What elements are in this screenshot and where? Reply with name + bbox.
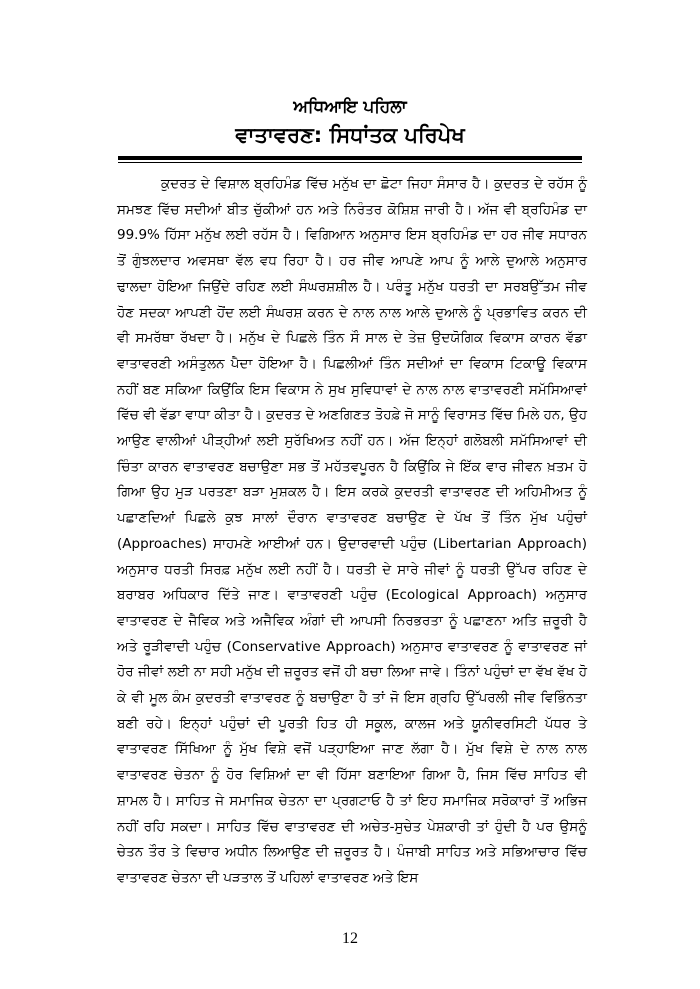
chapter-title: ਵਾਤਾਵਰਣ: ਸਿਧਾਂਤਕ ਪਰਿਪੇਖ — [235, 123, 465, 147]
page-number: 12 — [342, 930, 358, 947]
body-paragraph: ਕੁਦਰਤ ਦੇ ਵਿਸ਼ਾਲ ਬ੍ਰਹਿਮੰਡ ਵਿੱਚ ਮਨੁੱਖ ਦਾ ਛੋਟਾ ਜਿਹਾ ਸੰਸਾਰ ਹੈ। ਕੁਦਰਤ ਦੇ ਰਹੱਸ ਨੂੰ ਸਮਝਣ ਵਿੱਚ ਸਦੀਆਂ ਬੀਤ ਚੁੱਕੀਆਂ ਹਨ ਅਤੇ ਨਿਰੰਤਰ ਕੋਸ਼ਿਸ਼ ਜਾਰੀ ਹੈ। ਅੱਜ ਵੀ ਬ੍ਰਹਿਮੰਡ ਦਾ 99.9% ਹਿੱਸਾ ਮਨੁੱਖ ਲਈ ਰਹੱਸ ਹੈ। ਵਿਗਿਆਨ ਅਨੁਸਾਰ ਇਸ ਬ੍ਰਹਿਮੰਡ ਦਾ ਹਰ ਜੀਵ ਸਧਾਰਨ ਤੋਂ ਗੁੰਝਲਦਾਰ ਅਵਸਥਾ ਵੱਲ ਵਧ ਰਿਹਾ ਹੈ। ਹਰ ਜੀਵ ਆਪਣੇ ਆਪ ਨੂੰ ਆਲੇ ਦੁਆਲੇ ਅਨੁਸਾਰ ਢਾਲਦਾ ਹੋਇਆ ਜਿਉਂਦੇ ਰਹਿਣ ਲਈ ਸੰਘਰਸ਼ਸ਼ੀਲ ਹੈ। ਪਰੰਤੂ ਮਨੁੱਖ ਧਰਤੀ ਦਾ ਸਰਬਉੱਤਮ ਜੀਵ ਹੋਣ ਸਦਕਾ ਆਪਣੀ ਹੋਂਦ ਲਈ ਸੰਘਰਸ਼ ਕਰਨ ਦੇ ਨਾਲ ਨਾਲ ਆਲੇ ਦੁਆਲੇ ਨੂੰ ਪ੍ਰਭਾਵਿਤ ਕਰਨ ਦੀ ਵੀ ਸਮਰੱਥਾ ਰੱਖਦਾ ਹੈ। ਮਨੁੱਖ ਦੇ ਪਿਛਲੇ ਤਿੰਨ ਸੌ ਸਾਲ ਦੇ ਤੇਜ਼ ਉਦਯੋਗਿਕ ਵਿਕਾਸ ਕਾਰਨ ਵੱਡਾ ਵਾਤਾਵਰਣੀ ਅਸੰਤੁਲਨ ਪੈਦਾ ਹੋਇਆ ਹੈ। ਪਿਛਲੀਆਂ ਤਿੰਨ ਸਦੀਆਂ ਦਾ ਵਿਕਾਸ ਟਿਕਾਊ ਵਿਕਾਸ ਨਹੀਂ ਬਣ ਸਕਿਆ ਕਿਉਂਕਿ ਇਸ ਵਿਕਾਸ ਨੇ ਸੁਖ ਸੁਵਿਧਾਵਾਂ ਦੇ ਨਾਲ ਨਾਲ ਵਾਤਾਵਰਣੀ ਸਮੱਸਿਆਵਾਂ ਵਿੱਚ ਵੀ ਵੱਡਾ ਵਾਧਾ ਕੀਤਾ ਹੈ। ਕੁਦਰਤ ਦੇ ਅਣਗਿਣਤ ਤੋਹਫ਼ੇ ਜੋ ਸਾਨੂੰ ਵਿਰਾਸਤ ਵਿੱਚ ਮਿਲੇ ਹਨ, ਉਹ ਆਉਣ ਵਾਲੀਆਂ ਪੀੜ੍ਹੀਆਂ ਲਈ ਸੁਰੱਖਿਅਤ ਨਹੀਂ ਹਨ। ਅੱਜ ਇਨ੍ਹਾਂ ਗਲੋਬਲੀ ਸਮੱਸਿਆਵਾਂ ਦੀ ਚਿੰਤਾ ਕਾਰਨ ਵਾਤਾਵਰਣ ਬਚਾਉਣਾ ਸਭ ਤੋਂ ਮਹੱਤਵਪੂਰਨ ਹੈ ਕਿਉਂਕਿ ਜੇ ਇੱਕ ਵਾਰ ਜੀਵਨ ਖ਼ਤਮ ਹੋ ਗਿਆ ਉਹ ਮੁੜ ਪਰਤਣਾ ਬੜਾ ਮੁਸ਼ਕਲ ਹੈ। ਇਸ ਕਰਕੇ ਕੁਦਰਤੀ ਵਾਤਾਵਰਣ ਦੀ ਅਹਿਮੀਅਤ ਨੂੰ ਪਛਾਣਦਿਆਂ ਪਿਛਲੇ ਕੁਝ ਸਾਲਾਂ ਦੌਰਾਨ ਵਾਤਾਵਰਣ ਬਚਾਉਣ ਦੇ ਪੱਖ ਤੋਂ ਤਿੰਨ ਮੁੱਖ ਪਹੁੰਚਾਂ (Approaches) ਸਾਹਮਣੇ ਆਈਆਂ ਹਨ। ਉਦਾਰਵਾਦੀ ਪਹੁੰਚ (Libertarian Approach) ਅਨੁਸਾਰ ਧਰਤੀ ਸਿਰਫ਼ ਮਨੁੱਖ ਲਈ ਨਹੀਂ ਹੈ। ਧਰਤੀ ਦੇ ਸਾਰੇ ਜੀਵਾਂ ਨੂੰ ਧਰਤੀ ਉੱਪਰ ਰਹਿਣ ਦੇ ਬਰਾਬਰ ਅਧਿਕਾਰ ਦਿੱਤੇ ਜਾਣ। ਵਾਤਾਵਰਣੀ ਪਹੁੰਚ (Ecological Approach) ਅਨੁਸਾਰ ਵਾਤਾਵਰਣ ਦੇ ਜੈਵਿਕ ਅਤੇ ਅਜੈਵਿਕ ਅੰਗਾਂ ਦੀ ਆਪਸੀ ਨਿਰਭਰਤਾ ਨੂੰ ਪਛਾਣਨਾ ਅਤਿ ਜ਼ਰੂਰੀ ਹੈ ਅਤੇ ਰੂੜੀਵਾਦੀ ਪਹੁੰਚ (Conservative Approach) ਅਨੁਸਾਰ ਵਾਤਾਵਰਣ ਨੂੰ ਵਾਤਾਵਰਣ ਜਾਂ ਹੋਰ ਜੀਵਾਂ ਲਈ ਨਾ ਸਹੀ ਮਨੁੱਖ ਦੀ ਜ਼ਰੂਰਤ ਵਜੋਂ ਹੀ ਬਚਾ ਲਿਆ ਜਾਵੇ। ਤਿੰਨਾਂ ਪਹੁੰਚਾਂ ਦਾ ਵੱਖ ਵੱਖ ਹੋ ਕੇ ਵੀ ਮੂਲ ਕੰਮ ਕੁਦਰਤੀ ਵਾਤਾਵਰਣ ਨੂੰ ਬਚਾਉਣਾ ਹੈ ਤਾਂ ਜੋ ਇਸ ਗ੍ਰਹਿ ਉੱਪਰਲੀ ਜੀਵ ਵਿਭਿੰਨਤਾ ਬਣੀ ਰਹੇ। ਇਨ੍ਹਾਂ ਪਹੁੰਚਾਂ ਦੀ ਪੂਰਤੀ ਹਿਤ ਹੀ ਸਕੂਲ, ਕਾਲਜ ਅਤੇ ਯੂਨੀਵਰਸਿਟੀ ਪੱਧਰ ਤੇ ਵਾਤਾਵਰਣ ਸਿੱਖਿਆ ਨੂੰ ਮੁੱਖ ਵਿਸ਼ੇ ਵਜੋਂ ਪੜ੍ਹਾਇਆ ਜਾਣ ਲੱਗਾ ਹੈ। ਮੁੱਖ ਵਿਸ਼ੇ ਦੇ ਨਾਲ ਨਾਲ ਵਾਤਾਵਰਣ ਚੇਤਨਾ ਨੂੰ ਹੋਰ ਵਿਸ਼ਿਆਂ ਦਾ ਵੀ ਹਿੱਸਾ ਬਣਾਇਆ ਗਿਆ ਹੈ, ਜਿਸ ਵਿੱਚ ਸਾਹਿਤ ਵੀ ਸ਼ਾਮਲ ਹੈ। ਸਾਹਿਤ ਜੇ ਸਮਾਜਿਕ ਚੇਤਨਾ ਦਾ ਪ੍ਰਗਟਾਓ ਹੈ ਤਾਂ ਇਹ ਸਮਾਜਿਕ ਸਰੋਕਾਰਾਂ ਤੋਂ ਅਭਿਜ ਨਹੀਂ ਰਹਿ ਸਕਦਾ। ਸਾਹਿਤ ਵਿੱਚ ਵਾਤਾਵਰਣ ਦੀ ਅਚੇਤ-ਸੁਚੇਤ ਪੇਸ਼ਕਾਰੀ ਤਾਂ ਹੁੰਦੀ ਹੈ ਪਰ ਉਸਨੂੰ ਚੇਤਨ ਤੌਰ ਤੇ ਵਿਚਾਰ ਅਧੀਨ ਲਿਆਉਣ ਦੀ ਜ਼ਰੂਰਤ ਹੈ। ਪੰਜਾਬੀ ਸਾਹਿਤ ਅਤੇ ਸਭਿਆਚਾਰ ਵਿੱਚ ਵਾਤਾਵਰਣ ਚੇਤਨਾ ਦੀ ਪੜਤਾਲ ਤੋਂ ਪਹਿਲਾਂ ਵਾਤਾਵਰਣ ਅਤੇ ਇਸ — [117, 176, 587, 886]
title-rule-thin — [118, 162, 582, 163]
chapter-heading: ਅਧਿਆਇ ਪਹਿਲਾ — [293, 97, 407, 117]
title-rule-thick — [118, 156, 582, 160]
